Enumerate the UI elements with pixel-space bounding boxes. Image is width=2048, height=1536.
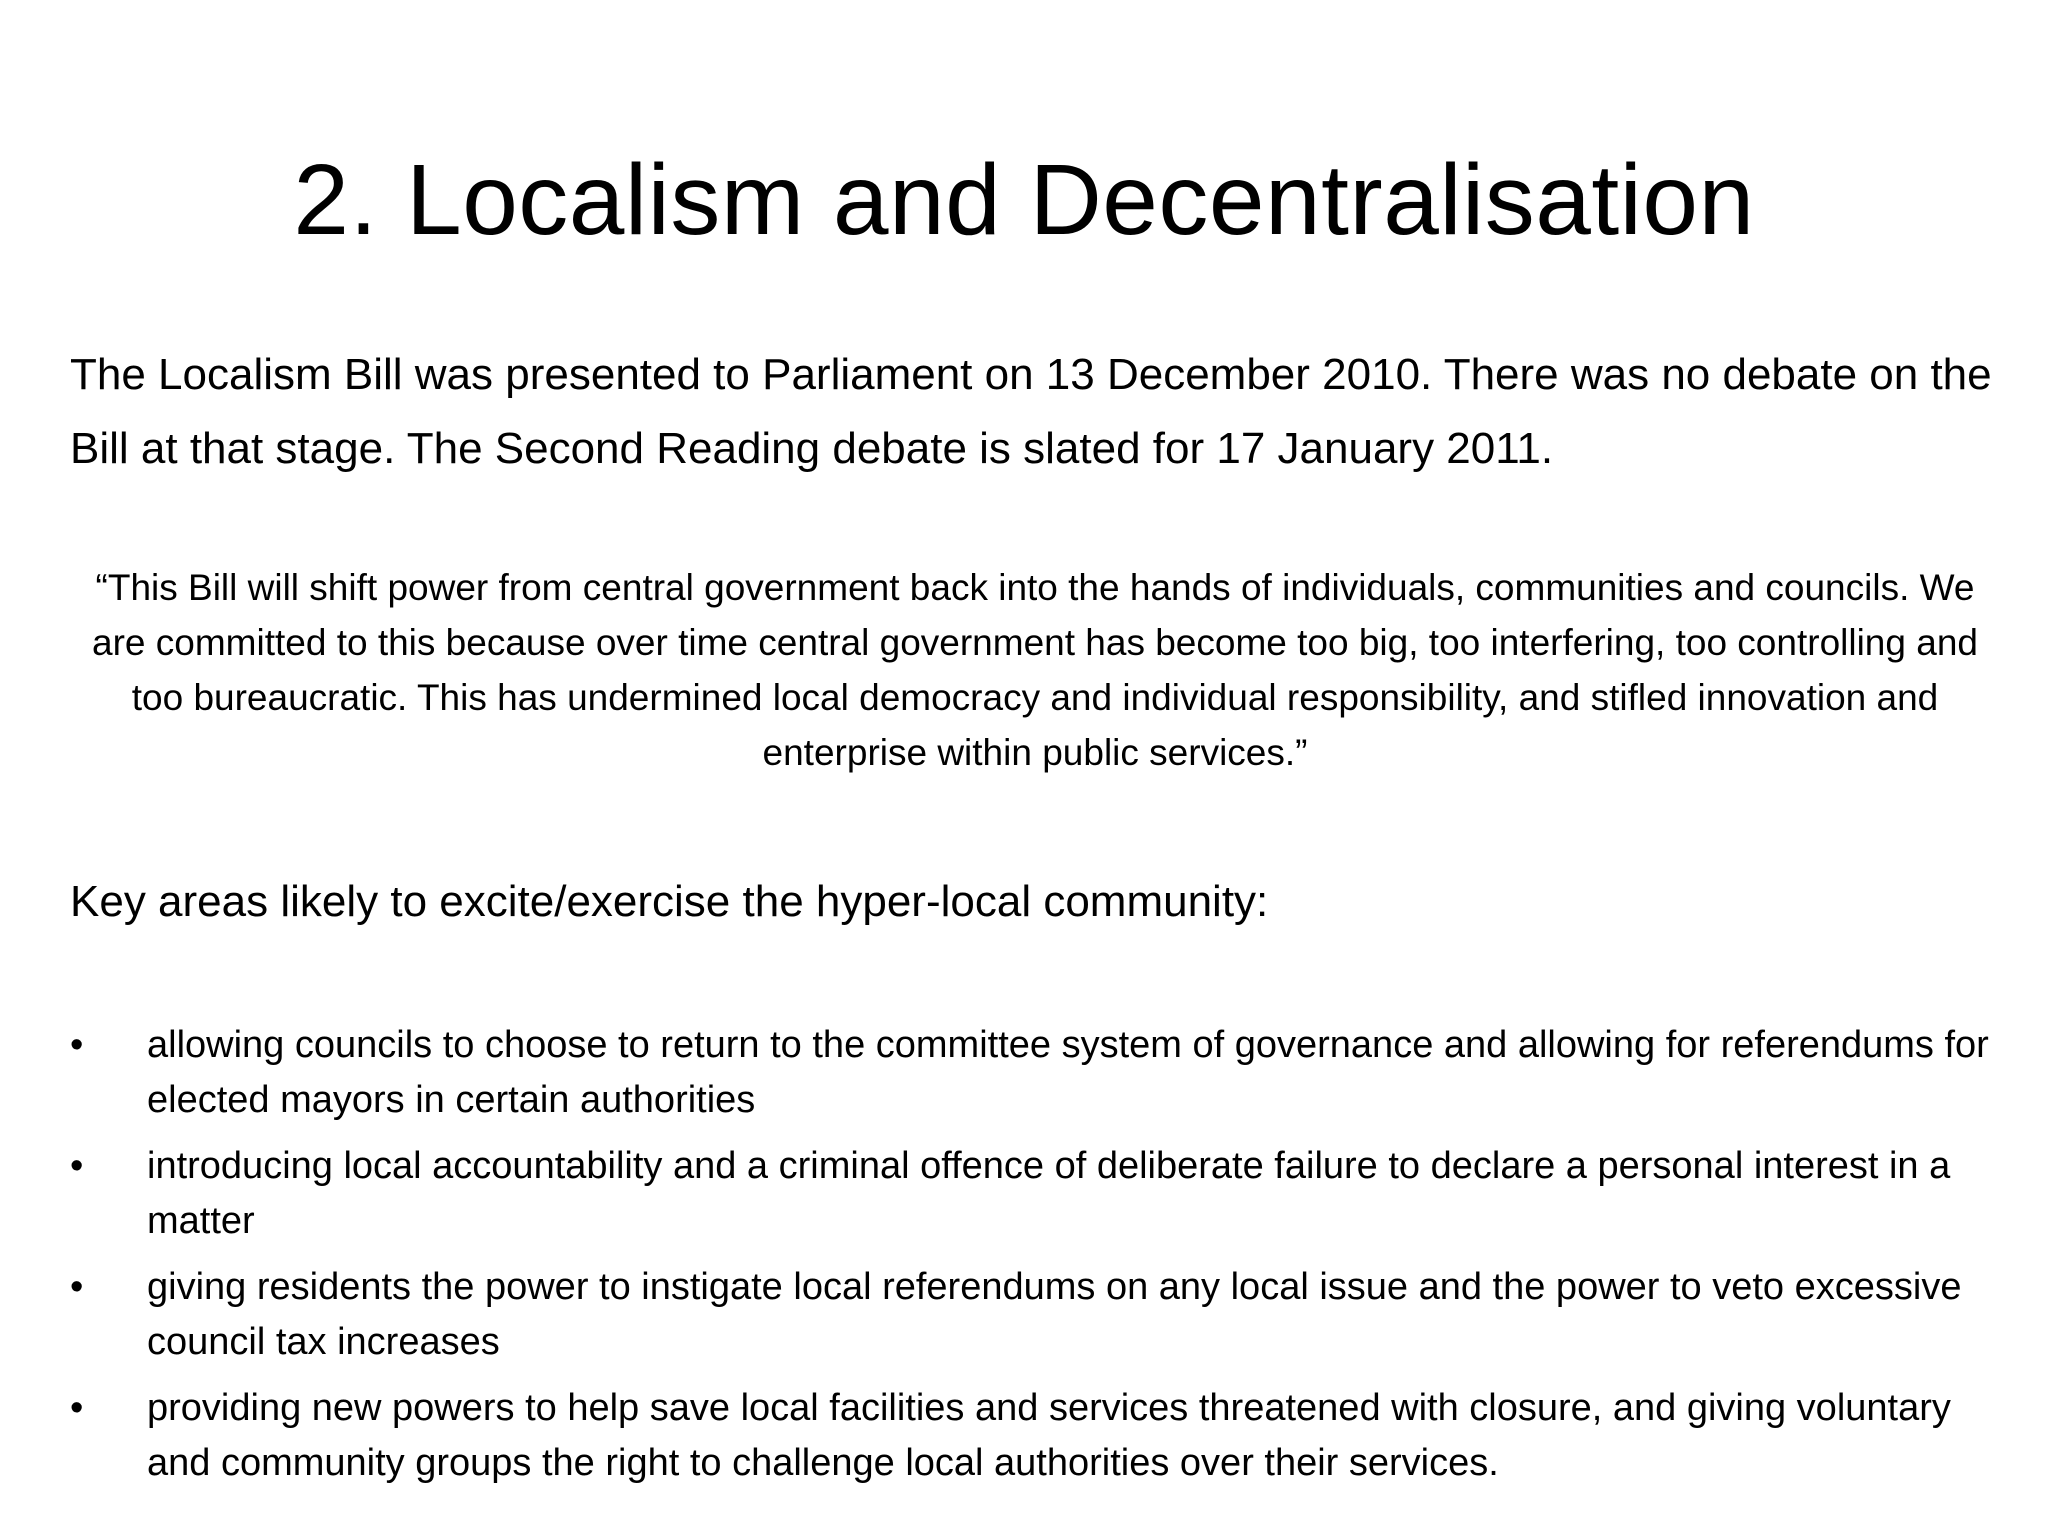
list-item-text: giving residents the power to instigate local referendums on any local issue and the power to veto excessive council tax increases [147,1266,1962,1363]
key-areas-heading: Key areas likely to excite/exercise the hyper-local community: [70,877,1269,926]
key-areas-list [70,1018,2000,1502]
bullet-icon: • [70,1266,84,1308]
list-item [70,1260,2000,1370]
list-item [70,1381,2000,1491]
list-item-text: introducing local accountability and a criminal offence of deliberate failure to declare a personal interest in a matter [147,1145,1951,1242]
slide-title: 2. Localism and Decentralisation [293,144,1755,256]
list-item [70,1139,2000,1249]
list-item-text: allowing councils to choose to return to the committee system of governance and allowing for referendums for elected mayors in certain authorities [147,1024,1989,1121]
bill-quote: “This Bill will shift power from central government back into the hands of individuals, communities and councils. We are committed to this because over time central government has become too big, too interfering, too controlling and too bureaucratic. This has undermined local democracy and individual responsibility, and stifled innovation and enterprise within public services.” [92,567,1978,773]
bullet-icon: • [70,1387,84,1429]
list-item [70,1018,2000,1128]
bullet-icon: • [70,1145,84,1187]
intro-paragraph: The Localism Bill was presented to Parliament on 13 December 2010. There was no debate on the Bill at that stage. The Second Reading debate is slated for 17 January 2011. [70,350,1992,473]
bullet-icon: • [70,1024,84,1066]
list-item-text: providing new powers to help save local facilities and services threatened with closure, and giving voluntary and community groups the right to challenge local authorities over their services. [147,1387,1951,1484]
